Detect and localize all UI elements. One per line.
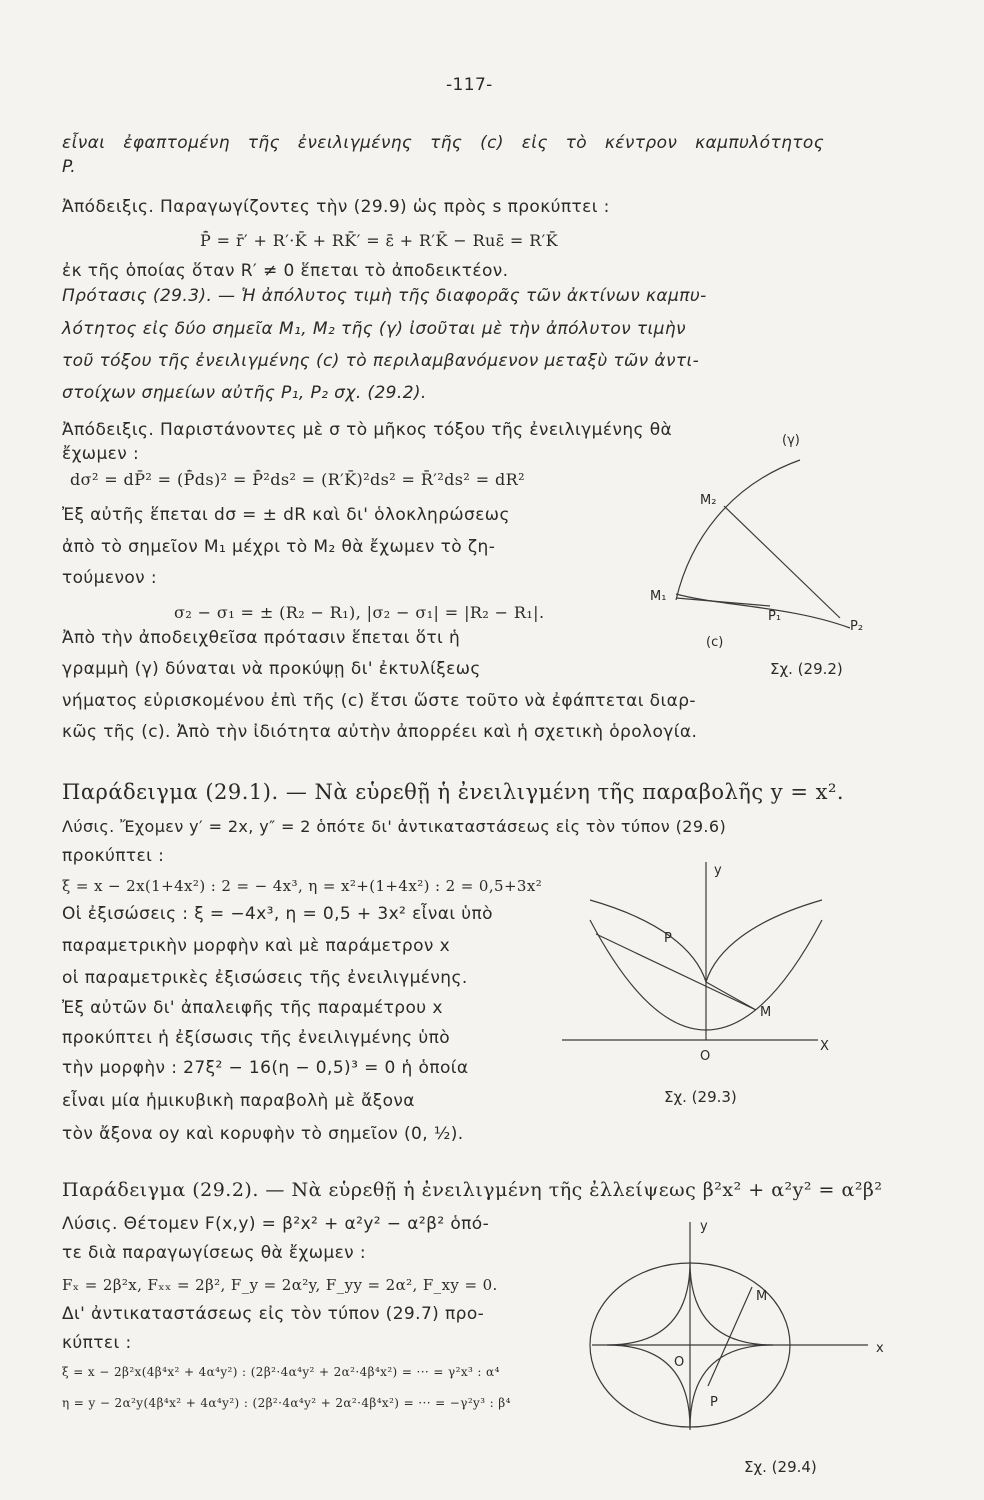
page-number: -117- xyxy=(446,75,493,95)
equation: σ₂ − σ₁ = ± (R₂ − R₁), |σ₂ − σ₁| = |R₂ − R₁|. xyxy=(174,603,545,622)
label-p1: P₁ xyxy=(768,609,782,624)
text-line: Ἐξ αὐτῆς ἕπεται dσ = ± dR καὶ δι' ὁλοκληρώσεως xyxy=(62,505,510,525)
label-x: x xyxy=(876,1341,884,1356)
figure-caption: Σχ. (29.3) xyxy=(664,1088,737,1106)
label-x: X xyxy=(820,1039,829,1054)
label-o: O xyxy=(674,1355,685,1370)
text-line: Ἀπόδειξις. Παραγωγίζοντες τὴν (29.9) ὡς πρὸς s προκύπτει : xyxy=(62,197,610,217)
text-line: εἶναι ἐφαπτομένη τῆς ἐνειλιγμένης τῆς (c) εἰς τὸ κέντρον καμπυλότητος xyxy=(62,133,825,153)
equation: Fₓ = 2β²x, Fₓₓ = 2β², F_y = 2α²y, F_yy = 2α², F_xy = 0. xyxy=(62,1276,498,1294)
label-m2: M₂ xyxy=(700,493,717,508)
text-line: προκύπτει : xyxy=(62,846,165,866)
text-line: Λύσις. Ἔχομεν y′ = 2x, y″ = 2 ὁπότε δι' ἀντικαταστάσεως εἰς τὸν τύπον (29.6) xyxy=(62,817,727,836)
label-y: y xyxy=(700,1219,708,1234)
example-heading: Παράδειγμα (29.1). — Νὰ εὑρεθῇ ἡ ἐνειλιγμένη τῆς παραβολῆς y = x². xyxy=(62,780,845,804)
label-m: M xyxy=(756,1289,768,1304)
figure-caption: Σχ. (29.4) xyxy=(744,1458,817,1476)
label-c: (c) xyxy=(706,635,724,650)
label-p: P xyxy=(710,1395,718,1410)
text-line: Ἀπὸ τὴν ἀποδειχθεῖσα πρότασιν ἕπεται ὅτι ἡ xyxy=(62,628,461,648)
example-heading: Παράδειγμα (29.2). — Νὰ εὑρεθῇ ἡ ἐνειλιγμένη τῆς ἐλλείψεως β²x² + α²y² = α²β² xyxy=(62,1179,883,1201)
equation: ξ = x − 2x(1+4x²) : 2 = − 4x³, η = x²+(1+4x²) : 2 = 0,5+3x² xyxy=(62,877,543,895)
normal-line xyxy=(708,1287,752,1386)
text-line: Λύσις. Θέτομεν F(x,y) = β²x² + α²y² − α²β² ὁπό- xyxy=(62,1214,490,1234)
text-line: γραμμὴ (γ) δύναται νὰ προκύψῃ δι' ἐκτυλίξεως xyxy=(62,659,481,679)
figure-caption: Σχ. (29.2) xyxy=(770,660,843,678)
equation: dσ² = dP̄² = (P̄̇ds)² = P̄̇²ds² = (R′K̄)²ds² = R̄′²ds² = dR² xyxy=(70,470,525,489)
label-m1: M₁ xyxy=(650,589,667,604)
text-line: ἐκ τῆς ὁποίας ὅταν R′ ≠ 0 ἕπεται τὸ ἀποδεικτέον. xyxy=(62,261,509,281)
label-m: M xyxy=(760,1005,772,1020)
label-p2: P₂ xyxy=(850,619,864,634)
text-line: στοίχων σημείων αὐτῆς P₁, P₂ σχ. (29.2). xyxy=(62,383,427,403)
text-line: τοῦ τόξου τῆς ἐνειλιγμένης (c) τὸ περιλαμβανόμενον μεταξὺ τῶν ἀντι- xyxy=(62,351,700,371)
text-line: εἶναι μία ἡμικυβικὴ παραβολὴ μὲ ἄξονα xyxy=(62,1091,415,1111)
equation: ξ = x − 2β²x(4β⁴x² + 4α⁴y²) : (2β²·4α⁴y² + 2α²·4β⁴x²) = ··· = γ²x³ : α⁴ xyxy=(62,1365,500,1379)
text-line: τὸν ἄξονα oy καὶ κορυφὴν τὸ σημεῖον (0, ½). xyxy=(62,1124,464,1144)
label-gamma: (γ) xyxy=(782,433,800,448)
text-line: προκύπτει ἡ ἐξίσωσις τῆς ἐνειλιγμένης ὑπὸ xyxy=(62,1028,451,1048)
text-line: κῶς τῆς (c). Ἀπὸ τὴν ἰδιότητα αὐτὴν ἀπορρέει καὶ ἡ σχετικὴ ὁρολογία. xyxy=(62,722,698,742)
text-line: Ἐξ αὐτῶν δι' ἀπαλειφῆς τῆς παραμέτρου x xyxy=(62,998,443,1018)
text-line: κύπτει : xyxy=(62,1333,132,1353)
equation: η = y − 2α²y(4β⁴x² + 4α⁴y²) : (2β²·4α⁴y² + 2α²·4β⁴x²) = ··· = −γ²y³ : β⁴ xyxy=(62,1396,511,1410)
label-o: O xyxy=(700,1049,711,1064)
label-p: P xyxy=(664,931,672,946)
text-line: ἀπὸ τὸ σημεῖον M₁ μέχρι τὸ M₂ θὰ ἔχωμεν τὸ ζη- xyxy=(62,537,496,557)
text-line: λότητος εἰς δύο σημεῖα M₁, M₂ τῆς (γ) ἰσοῦται μὲ τὴν ἀπόλυτον τιμὴν xyxy=(62,319,686,339)
text-line: τούμενον : xyxy=(62,568,158,588)
label-y: y xyxy=(714,863,722,878)
equation: P̄̇ = r̄′ + R′·K̄ + RK̄′ = ε̄ + R′K̄ − Ruε̄ = R′K̄ xyxy=(200,231,559,250)
text-line: P. xyxy=(62,157,77,177)
text-line: οἱ παραμετρικὲς ἐξισώσεις τῆς ἐνειλιγμένης. xyxy=(62,968,468,988)
text-line: νήματος εὑρισκομένου ἐπὶ τῆς (c) ἔτσι ὥστε τοῦτο νὰ ἐφάπτεται διαρ- xyxy=(62,691,696,711)
text-line: Ἀπόδειξις. Παριστάνοντες μὲ σ τὸ μῆκος τόξου τῆς ἐνειλιγμένης θὰ xyxy=(62,420,673,440)
text-line: Οἱ ἐξισώσεις : ξ = −4x³, η = 0,5 + 3x² εἶναι ὑπὸ xyxy=(62,904,493,924)
text-line: παραμετρικὴν μορφὴν καὶ μὲ παράμετρον x xyxy=(62,936,451,956)
text-line: τε διὰ παραγωγίσεως θὰ ἔχωμεν : xyxy=(62,1243,367,1263)
text-line: τὴν μορφὴν : 27ξ² − 16(η − 0,5)³ = 0 ἡ ὁποία xyxy=(62,1058,469,1078)
text-line: ἔχωμεν : xyxy=(62,444,140,464)
text-line: Δι' ἀντικαταστάσεως εἰς τὸν τύπον (29.7) προ- xyxy=(62,1304,485,1324)
text-line: Πρότασις (29.3). — Ἡ ἀπόλυτος τιμὴ τῆς διαφορᾶς τῶν ἀκτίνων καμπυ- xyxy=(62,286,707,306)
